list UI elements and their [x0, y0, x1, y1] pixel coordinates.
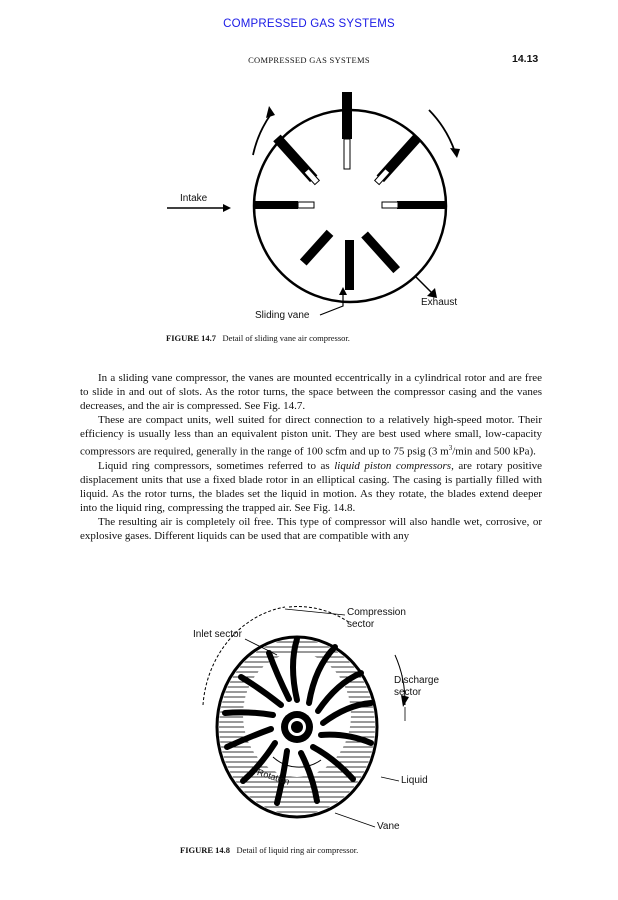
discharge-label-2: sector: [394, 687, 422, 698]
running-title: COMPRESSED GAS SYSTEMS: [248, 55, 370, 65]
figure-14-8: [185, 595, 455, 845]
figure-14-7-caption: [166, 333, 350, 343]
figure-14-8-caption: [180, 845, 358, 855]
page-number: 14.13: [512, 53, 539, 65]
caption-label: FIGURE 14.7: [166, 333, 217, 343]
vane-label: Vane: [377, 821, 400, 832]
sliding-vane-diagram: [165, 80, 475, 330]
intake-label: Intake: [180, 193, 208, 204]
compression-label-2: sector: [347, 619, 375, 630]
rotation-arrow-left: [253, 114, 271, 155]
page-banner: COMPRESSED GAS SYSTEMS: [223, 18, 395, 30]
paragraph-2: These are compact units, well suited for direct connection to a relatively high-speed motor. Their efficiency is usually less than an equivalent piston unit. They are best used where small, low-capacity compressors are required, generally in the range of 100 scfm and up to 75 psig (3 $m^3/\min$ and 500 kPa).: [80, 414, 542, 458]
vane-leader: [335, 813, 375, 827]
compression-leader: [285, 609, 345, 615]
rotation-arrow-right: [429, 110, 455, 152]
rotation-label: Rotation: [255, 767, 291, 787]
compression-label-1: Compression: [347, 607, 406, 618]
body-text: [80, 371, 542, 543]
caption-label: FIGURE 14.8: [180, 845, 231, 855]
discharge-label-1: Discharge: [394, 675, 440, 686]
exhaust-label: Exhaust: [421, 297, 458, 308]
paragraph-3: Liquid ring compressors, sometimes referred to as liquid piston compressors, are rotary positive displacement units that use a fixed blade rotor in an elliptical casing. The casing is partially filled with liquid. As the rotor turns, the blades set the liquid in motion. As they rotate, the blades extend deeper into the liquid ring, compressing the trapped air. See Fig. 14.8.: [80, 459, 543, 514]
figure-14-7: [165, 80, 475, 330]
paragraph-1: In a sliding vane compressor, the vanes are mounted eccentrically in a cylindrical rotor and are free to slide in and out of slots. As the rotor turns, the space between the compressor casing and the vanes decreases, and the air is compressed. See Fig. 14.7.: [80, 372, 542, 412]
paragraph-4: The resulting air is completely oil free. This type of compressor will also handle wet, corrosive, or explosive gases. Different liquids can be used that are compatible with any: [80, 515, 542, 542]
sliding-vane-label: Sliding vane: [255, 310, 310, 321]
inlet-sector-label: Inlet sector: [193, 629, 242, 640]
caption-text: Detail of liquid ring air compressor.: [236, 845, 359, 855]
liquid-label: Liquid: [401, 775, 428, 786]
hub-center: [291, 721, 303, 733]
liquid-leader: [381, 777, 399, 781]
exhaust-arrow: [415, 276, 433, 294]
caption-text: Detail of sliding vane air compressor.: [222, 333, 350, 343]
